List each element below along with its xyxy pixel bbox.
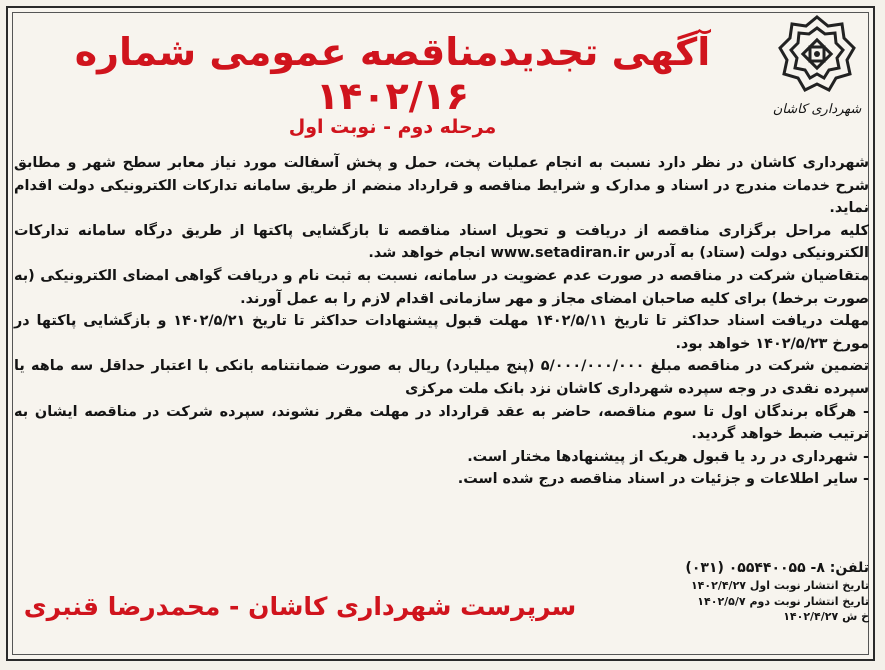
paragraph-guarantee: تضمین شرکت در مناقصه مبلغ ۵/۰۰۰/۰۰۰/۰۰۰ (پنج میلیارد) ریال به صورت ضمانتنامه بانکی با اعتبار حداقل سه ماهه یا سپرده نقدی در وجه سپرده شهرداری کاشان نزد بانک ملت مرکزی bbox=[14, 358, 869, 397]
paragraph-intro: شهرداری کاشان در نظر دارد نسبت به انجام عملیات پخت، حمل و پخش آسفالت مورد نیاز معابر سطح شهر و مطابق شرح خدمات مندرج در اسناد و مدارک و شرایط مناقصه و قرارداد منضم از طریق سامانه تدارکات الکترونیکی دولت اقدام نماید. bbox=[14, 155, 869, 217]
paragraph-discretion: - شهرداری در رد یا قبول هریک از پیشنهادها مختار است. bbox=[467, 448, 869, 465]
phone-number: تلفن: ۸- ۰۵۵۴۴۰۰۵۵ (۰۳۱) bbox=[685, 560, 869, 576]
publication-date-first: تاریخ انتشار نوبت اول ۱۴۰۲/۴/۲۷ bbox=[690, 579, 869, 592]
kashan-seal-icon bbox=[777, 14, 857, 94]
paragraph-procedure: کلیه مراحل برگزاری مناقصه از دریافت و تحویل اسناد مناقصه تا بازگشایی پاکتها از طریق درگاه سامانه تدارکات الکترونیکی دولت (ستاد) به آدرس www.setadiran.ir انجام خواهد شد. bbox=[14, 222, 869, 262]
logo-caption: شهرداری کاشان bbox=[772, 102, 862, 117]
publication-date-second: تاریخ انتشار نوبت دوم ۱۴۰۲/۵/۷ bbox=[697, 594, 869, 608]
municipality-logo bbox=[767, 14, 867, 144]
publication-code: خ ش ۱۴۰۲/۴/۲۷ bbox=[783, 610, 869, 623]
paragraph-registration: متقاضیان شرکت در مناقصه در صورت عدم عضویت در سامانه، نسبت به ثبت نام و دریافت گواهی امضای الکترونیکی (به صورت برخط) برای کلیه صاحبان امضای مجاز و مهر سازمانی اقدام لازم را به عمل آورند. bbox=[14, 267, 869, 307]
paragraph-winners: - هرگاه برندگان اول تا سوم مناقصه، حاضر به عقد قرارداد در مهلت مقرر نشوند، سپرده شرکت در مناقصه ایشان به ترتیب ضبط خواهد گردید. bbox=[14, 403, 869, 443]
ad-subtitle: مرحله دوم - نوبت اول bbox=[288, 116, 497, 138]
ad-body bbox=[14, 152, 869, 491]
paragraph-details: - سایر اطلاعات و جزئیات در اسناد مناقصه درج شده است. bbox=[457, 471, 869, 488]
paragraph-deadlines: مهلت دریافت اسناد حداکثر تا تاریخ ۱۴۰۲/۵/۱۱ مهلت قبول پیشنهادات حداکثر تا تاریخ ۱۴۰۲/۵/۲۱ و بازگشایی پاکتها در مورخ ۱۴۰۲/۵/۲۳ خواهد بود. bbox=[14, 313, 869, 352]
signature-line: سرپرست شهرداری کاشان - محمدرضا قنبری bbox=[23, 592, 577, 621]
ad-title: آگهی تجدیدمناقصه عمومی شماره ۱۴۰۲/۱۶ bbox=[74, 30, 711, 118]
contact-info bbox=[569, 558, 869, 625]
